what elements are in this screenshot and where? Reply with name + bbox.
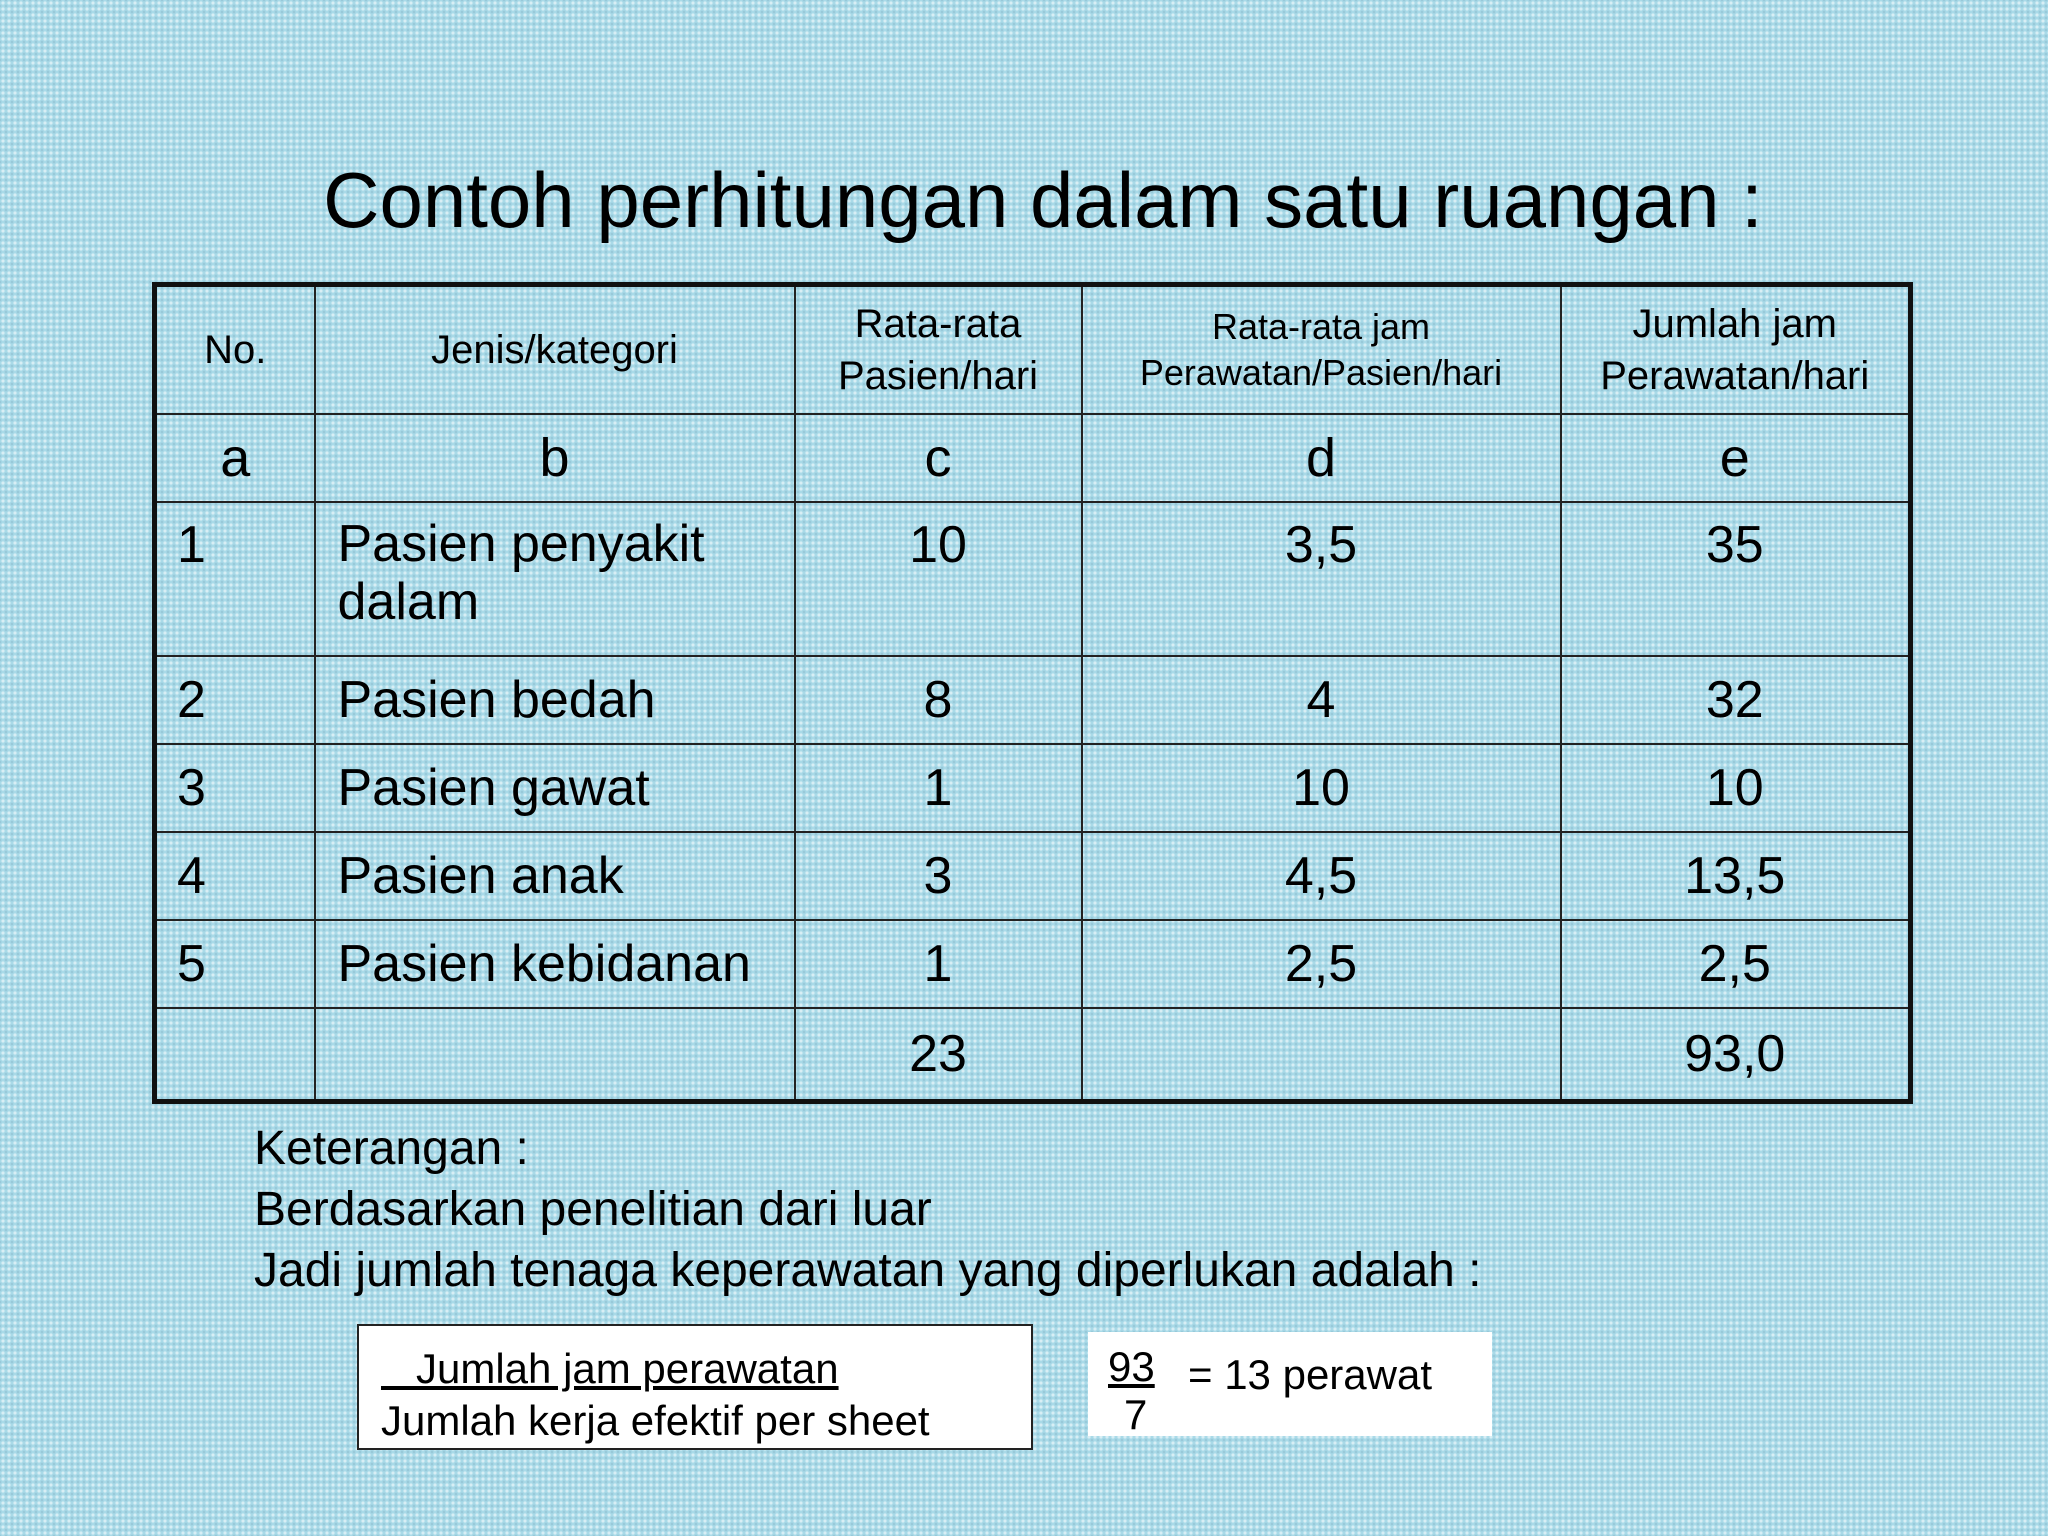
row-avg-care-hours: 4,5 — [1082, 832, 1561, 920]
formula-numerator: Jumlah jam perawatan — [381, 1345, 839, 1392]
table-letter-row — [155, 414, 1911, 502]
header-no: No. — [155, 285, 315, 415]
row-total-care-hours: 35 — [1561, 502, 1911, 656]
row-total-care-hours: 13,5 — [1561, 832, 1911, 920]
result-box — [1088, 1332, 1492, 1436]
row-category: Pasien gawat — [315, 744, 795, 832]
row-number: 5 — [155, 920, 315, 1008]
row-number: 2 — [155, 656, 315, 744]
row-number: 4 — [155, 832, 315, 920]
row-number: 3 — [155, 744, 315, 832]
row-avg-patients: 3 — [795, 832, 1082, 920]
letter-cell: d — [1082, 414, 1561, 502]
row-avg-patients: 1 — [795, 744, 1082, 832]
row-category: Pasien bedah — [315, 656, 795, 744]
row-avg-care-hours: 2,5 — [1082, 920, 1561, 1008]
table-row — [155, 832, 1911, 920]
page-title: Contoh perhitungan dalam satu ruangan : — [323, 156, 1763, 244]
table-row — [155, 502, 1911, 656]
row-category: Pasien anak — [315, 832, 795, 920]
row-avg-care-hours: 3,5 — [1082, 502, 1561, 656]
header-avg-patients: Rata-rata Pasien/hari — [795, 285, 1082, 415]
formula-denominator: Jumlah kerja efektif per sheet — [381, 1397, 930, 1444]
total-category — [315, 1008, 795, 1102]
row-total-care-hours: 10 — [1561, 744, 1911, 832]
letter-cell: c — [795, 414, 1082, 502]
row-avg-care-hours: 10 — [1082, 744, 1561, 832]
row-avg-patients: 10 — [795, 502, 1082, 656]
total-care-hours: 93,0 — [1561, 1008, 1911, 1102]
header-avg-care-hours: Rata-rata jam Perawatan/Pasien/hari — [1082, 285, 1561, 415]
letter-cell: b — [315, 414, 795, 502]
notes-line: Berdasarkan penelitian dari luar — [254, 1183, 932, 1236]
header-category: Jenis/kategori — [315, 285, 795, 415]
header-total-care-hours: Jumlah jam Perawatan/hari — [1561, 285, 1911, 415]
row-category: Pasien kebidanan — [315, 920, 795, 1008]
notes-heading: Keterangan : — [254, 1122, 529, 1175]
row-avg-care-hours: 4 — [1082, 656, 1561, 744]
row-avg-patients: 8 — [795, 656, 1082, 744]
result-denominator: 7 — [1124, 1391, 1148, 1438]
total-number — [155, 1008, 315, 1102]
total-avg-patients: 23 — [795, 1008, 1082, 1102]
row-category: Pasien penyakit dalam — [315, 502, 795, 656]
notes-line: Jadi jumlah tenaga keperawatan yang diperlukan adalah : — [254, 1244, 1482, 1297]
result-equals: = 13 perawat — [1188, 1351, 1433, 1398]
table-header-row — [155, 285, 1911, 415]
row-total-care-hours: 32 — [1561, 656, 1911, 744]
row-avg-patients: 1 — [795, 920, 1082, 1008]
formula-box — [357, 1324, 1033, 1450]
row-number: 1 — [155, 502, 315, 656]
total-avg-care-hours — [1082, 1008, 1561, 1102]
result-numerator: 93 — [1108, 1343, 1155, 1390]
table-total-row — [155, 1008, 1911, 1102]
table-row — [155, 656, 1911, 744]
row-total-care-hours: 2,5 — [1561, 920, 1911, 1008]
letter-cell: a — [155, 414, 315, 502]
table-row — [155, 920, 1911, 1008]
nursing-hours-table — [152, 282, 1913, 1104]
table-row — [155, 744, 1911, 832]
notes-block — [254, 1118, 1482, 1301]
letter-cell: e — [1561, 414, 1911, 502]
